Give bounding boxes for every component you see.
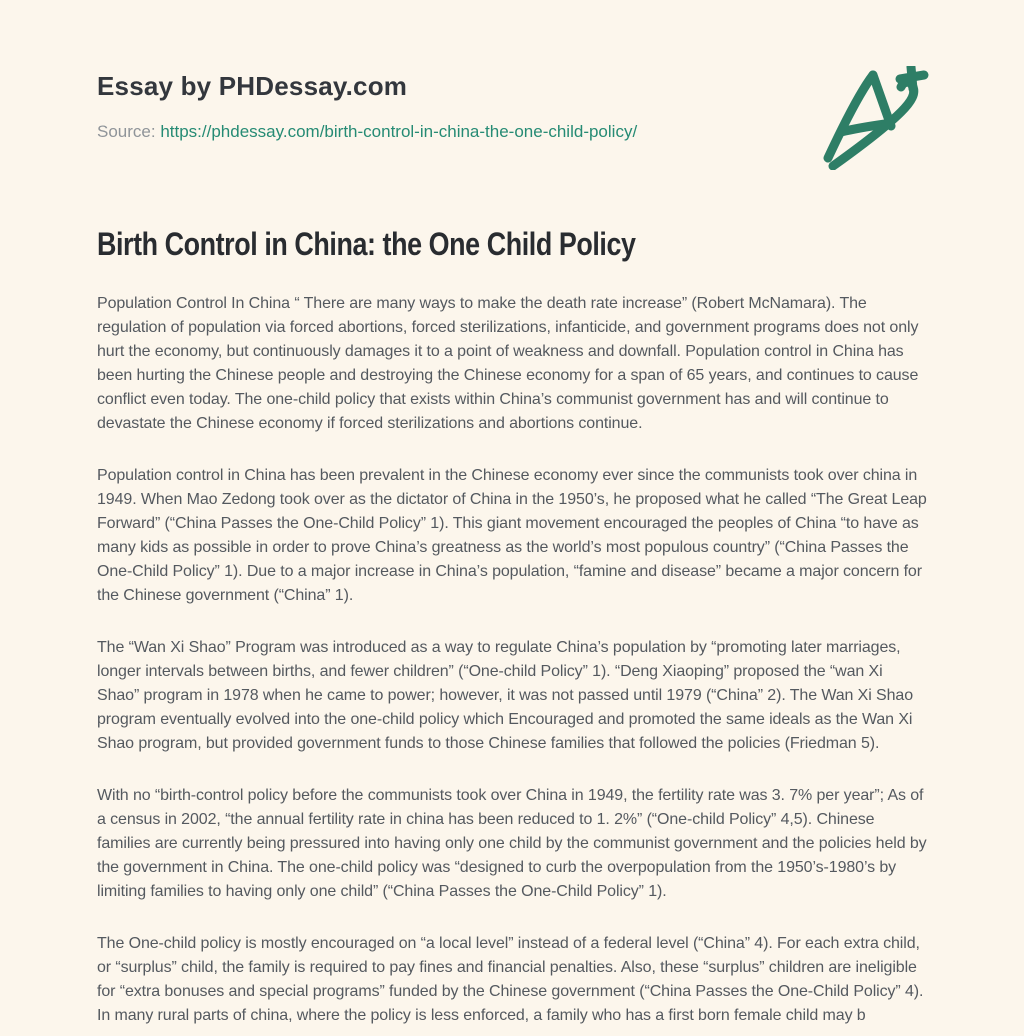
source-label: Source: [97,122,156,141]
essay-paragraph-5: The One-child policy is mostly encouraged on “a local level” instead of a federal level (“China” 4). For each extra child, or “surplus” child, the family is required to pay fines and financial penalties. Also, these “surplus” children are ineligible for “extra bonuses and special programs” funded by the Chinese government (“China Passes the One-Child Policy” 4). In many rural parts of china, where the policy is less enforced, a family who has a first born female child may b [97,935,924,1024]
essay-paragraph-2: Population control in China has been prevalent in the Chinese economy ever since the communists took over china in 1949. When Mao Zedong took over as the dictator of China in the 1950’s, he proposed what he called “The Great Leap Forward” (“China Passes the One-Child Policy” 1). This giant movement encouraged the peoples of China “to have as many kids as possible in order to prove China’s greatness as the world’s most populous country” (“China Passes the One-Child Policy” 1). Due to a major increase in China’s population, “famine and disease” became a major concern for the Chinese government (“China” 1). [97,467,927,604]
essay-paragraph-1: Population Control In China “ There are many ways to make the death rate increase” (Robert McNamara). The regulation of population via forced abortions, forced sterilizations, infanticide, and government programs does not only hurt the economy, but continuously damages it to a point of weakness and downfall. Population control in China has been hurting the Chinese people and destroying the Chinese economy for a span of 65 years, and continues to cause conflict even today. The one-child policy that exists within China’s communist government has and will continue to devastate the Chinese economy if forced sterilizations and abortions continue. [97,295,919,432]
essay-title: Birth Control in China: the One Child Policy [97,226,636,262]
content-column [0,70,1024,1028]
a-plus-logo-icon [816,66,938,170]
essay-paragraph-3: The “Wan Xi Shao” Program was introduced as a way to regulate China’s population by “promoting later marriages, longer intervals between births, and fewer children” (“One-child Policy” 1). “Deng Xiaoping” proposed the “wan Xi Shao” program in 1978 when he came to power; however, it was not passed until 1979 (“China” 2). The Wan Xi Shao program eventually evolved into the one-child policy which Encouraged and promoted the same ideals as the Wan Xi Shao program, but provided government funds to those Chinese families that followed the policies (Friedman 5). [97,639,914,752]
source-link[interactable]: https://phdessay.com/birth-control-in-china-the-one-child-policy/ [160,122,638,141]
site-heading: Essay by PHDessay.com [97,71,408,101]
phdessay-a-plus-logo [816,66,938,170]
source-line [97,122,927,142]
essay-paragraph-4: With no “birth-control policy before the communists took over China in 1949, the fertility rate was 3. 7% per year”; As of a census in 2002, “the annual fertility rate in china has been reduced to 1. 2%” (“One-child Policy” 4,5). Chinese families are currently being pressured into having only one child by the communist government and the policies held by the government in China. The one-child policy was “designed to curb the overpopulation from the 1950’s-1980’s by limiting families to having only one child” (“China Passes the One-Child Policy” 1). [97,787,927,900]
